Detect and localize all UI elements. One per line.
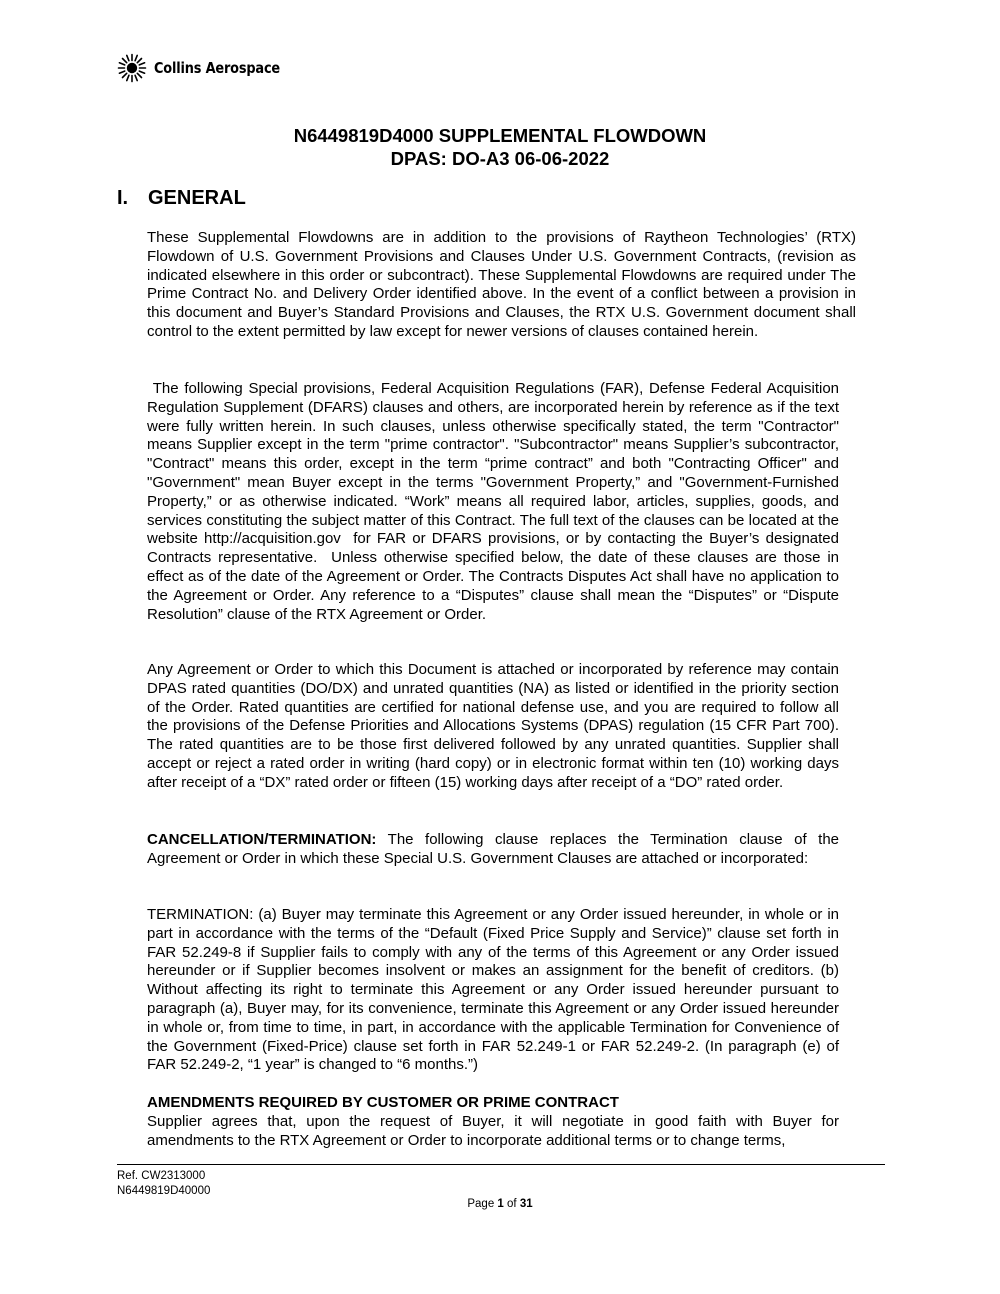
footer-ref-line-2: N6449819D40000 <box>117 1185 211 1197</box>
paragraph-intro: These Supplemental Flowdowns are in addition to the provisions of Raytheon Technologies’ (RTX) Flowdown of U.S. Government Provisions and Clauses Under U.S. Government Contracts, (revision as indicated elsewhere in this order or subcontract). These Supplemental Flowdowns are required under The Prime Contract No. and Delivery Order identified above. In the event of a conflict between a provision in this document and Buyer’s Standard Provisions and Clauses, the RTX U.S. Government document shall control to the extent permitted by law except for newer versions of clauses contained herein. <box>147 229 856 340</box>
title-line-1: N6449819D4000 SUPPLEMENTAL FLOWDOWN <box>293 125 707 146</box>
page-total: 31 <box>519 1198 533 1210</box>
footer-ref-line-1: Ref. CW2313000 <box>117 1170 206 1182</box>
footer-divider <box>117 1164 885 1165</box>
footer-reference <box>117 1169 210 1199</box>
paragraph-amendments <box>147 1094 839 1150</box>
page-label: Page <box>467 1198 495 1210</box>
collins-aerospace-emblem-icon <box>117 53 147 83</box>
company-logo <box>117 52 301 84</box>
section-heading <box>117 187 246 210</box>
page-number <box>0 1198 1000 1210</box>
amendments-body: Supplier agrees that, upon the request of Buyer, it will negotiate in good faith with Buyer for amendments to the RTX Agreement or Order to incorporate additional terms or to change terms, <box>147 1112 839 1149</box>
cancellation-heading: CANCELLATION/TERMINATION: <box>147 831 377 848</box>
paragraph-special-provisions: The following Special provisions, Federal Acquisition Regulations (FAR), Defense Federal Acquisition Regulation Supplement (DFARS) clauses and others, are incorporated herein by reference as if the text were fully written herein. In such clauses, unless otherwise specifically stated, the term "Contractor" means Supplier except in the term "prime contractor". "Subcontractor" means Supplier’s subcontractor, "Contract" means this order, except in the term “prime contract” and both "Contracting Officer" and "Government" mean Buyer except in the terms "Government Property,” and "Government-Furnished Property,” or as otherwise indicated. “Work” means all required labor, articles, supplies, goods, and services constituting the subject matter of this Contract. The full text of the clauses can be located at the website http://acquisition.gov for FAR or DFARS provisions, or by contacting the Buyer’s designated Contracts representative. Unless otherwise specified below, the date of these clauses are those in effect as of the date of the Agreement or Order. The Contracts Disputes Act shall have no application to the Agreement or Order. Any reference to a “Disputes” clause shall mean the “Disputes” or “Dispute Resolution” clause of the RTX Agreement or Order. <box>147 380 844 623</box>
section-number: I. <box>117 187 129 209</box>
page-of: of <box>507 1198 517 1210</box>
logo-text: Collins Aerospace <box>154 59 281 77</box>
cancellation-body: The following clause replaces the Termination clause of the Agreement or Order in which these Special U.S. Government Clauses are attached or incorporated: <box>147 831 839 867</box>
paragraph-cancellation <box>147 831 839 869</box>
title-line-2: DPAS: DO-A3 06-06-2022 <box>390 148 610 169</box>
section-title: GENERAL <box>148 187 246 209</box>
paragraph-termination: TERMINATION: (a) Buyer may terminate this Agreement or any Order issued hereunder, in whole or in part in accordance with the terms of the “Default (Fixed Price Supply and Service)” clause set forth in FAR 52.249-8 if Supplier fails to comply with any of the terms of this Agreement or any Order issued hereunder or if Supplier becomes insolvent or makes an assignment for the benefit of creditors. (b) Without affecting its right to terminate this Agreement or any Order issued hereunder pursuant to paragraph (a), Buyer may, for its convenience, terminate this Agreement or any Order issued hereunder in whole or, from time to time, in part, in accordance with the applicable Termination for Convenience of the Government (Fixed-Price) clause set forth in FAR 52.249-1 or FAR 52.249-2. (In paragraph (e) of FAR 52.249-2, “1 year” is changed to “6 months.”) <box>147 906 839 1074</box>
document-title <box>0 124 1000 170</box>
paragraph-dpas: Any Agreement or Order to which this Document is attached or incorporated by reference may contain DPAS rated quantities (DO/DX) and unrated quantities (NA) as listed or identified in the priority section of the Order. Rated quantities are certified for national defense use, and you are required to follow all the provisions of the Defense Priorities and Allocations Systems (DPAS) regulation (15 CFR Part 700). The rated quantities are to be those first delivered followed by any unrated quantities. Supplier shall accept or reject a rated order in writing (hard copy) or in electronic format within ten (10) working days after receipt of a “DX” rated order or fifteen (15) working days after receipt of a “DO” rated order. <box>147 661 839 791</box>
amendments-heading: AMENDMENTS REQUIRED BY CUSTOMER OR PRIME CONTRACT <box>147 1094 619 1111</box>
page-current: 1 <box>497 1198 504 1210</box>
